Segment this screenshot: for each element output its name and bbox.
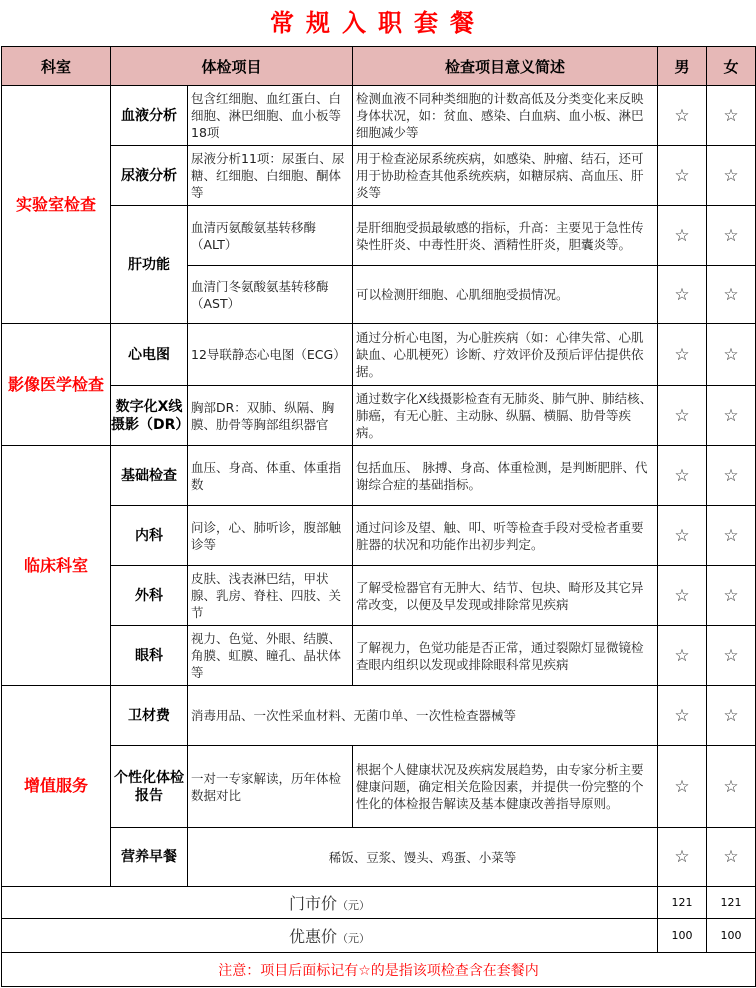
table-row xyxy=(2,386,756,446)
male-star-icon: ☆ xyxy=(658,506,707,566)
female-star-icon: ☆ xyxy=(707,828,756,887)
price-row-retail xyxy=(2,887,756,919)
header-dept: 科室 xyxy=(2,47,111,86)
sub-item-name: 外科 xyxy=(111,566,188,626)
item-detail: 视力、色觉、外眼、结膜、角膜、虹膜、瞳孔、晶状体等 xyxy=(188,626,353,686)
item-detail: 12导联静态心电图（ECG） xyxy=(188,324,353,386)
table-row xyxy=(2,146,756,206)
page-title: 常规入职套餐 xyxy=(270,8,486,37)
note-row xyxy=(2,953,756,987)
female-star-icon: ☆ xyxy=(707,324,756,386)
item-detail: 血清门冬氨酸氨基转移酶（AST） xyxy=(188,266,353,324)
female-star-icon: ☆ xyxy=(707,746,756,828)
sub-item-name: 尿液分析 xyxy=(111,146,188,206)
item-description: 通过问诊及望、触、叩、听等检查手段对受检者重要脏器的状况和功能作出初步判定。 xyxy=(353,506,658,566)
male-star-icon: ☆ xyxy=(658,746,707,828)
female-star-icon: ☆ xyxy=(707,206,756,266)
male-star-icon: ☆ xyxy=(658,626,707,686)
female-star-icon: ☆ xyxy=(707,266,756,324)
table-row xyxy=(2,746,756,828)
male-star-icon: ☆ xyxy=(658,828,707,887)
table-header xyxy=(2,47,756,86)
female-star-icon: ☆ xyxy=(707,506,756,566)
sub-item-name: 肝功能 xyxy=(111,206,188,324)
header-item: 体检项目 xyxy=(111,47,353,86)
item-detail: 胸部DR：双肺、纵隔、胸膜、肋骨等胸部组织器官 xyxy=(188,386,353,446)
sub-item-name: 内科 xyxy=(111,506,188,566)
item-detail: 稀饭、豆浆、馒头、鸡蛋、小菜等 xyxy=(188,828,658,887)
male-star-icon: ☆ xyxy=(658,206,707,266)
table-row xyxy=(2,626,756,686)
category-lab: 实验室检查 xyxy=(2,86,111,324)
table-row xyxy=(2,566,756,626)
item-description: 了解受检器官有无肿大、结节、包块、畸形及其它异常改变，以便及早发现或排除常见疾病 xyxy=(353,566,658,626)
male-star-icon: ☆ xyxy=(658,266,707,324)
header-desc: 检查项目意义简述 xyxy=(353,47,658,86)
item-detail: 消毒用品、一次性采血材料、无菌巾单、一次性检查器械等 xyxy=(188,686,658,746)
female-star-icon: ☆ xyxy=(707,686,756,746)
table-row xyxy=(2,206,756,266)
discount-price-label xyxy=(2,919,658,953)
male-star-icon: ☆ xyxy=(658,386,707,446)
male-star-icon: ☆ xyxy=(658,686,707,746)
item-description: 是肝细胞受损最敏感的指标，升高：主要见于急性传染性肝炎、中毒性肝炎、酒精性肝炎，胆囊炎等。 xyxy=(353,206,658,266)
retail-label-text: 门市价 xyxy=(289,894,338,913)
item-description: 可以检测肝细胞、心肌细胞受损情况。 xyxy=(353,266,658,324)
discount-unit: （元） xyxy=(337,932,371,945)
female-star-icon: ☆ xyxy=(707,386,756,446)
footer-note: 注意：项目后面标记有☆的是指该项检查含在套餐内 xyxy=(2,953,756,987)
male-star-icon: ☆ xyxy=(658,86,707,146)
item-detail: 一对一专家解读，历年体检数据对比 xyxy=(188,746,353,828)
male-star-icon: ☆ xyxy=(658,446,707,506)
table-row xyxy=(2,446,756,506)
discount-price-female: 100 xyxy=(707,919,756,953)
male-star-icon: ☆ xyxy=(658,566,707,626)
female-star-icon: ☆ xyxy=(707,146,756,206)
item-detail: 血清丙氨酸氨基转移酶（ALT） xyxy=(188,206,353,266)
item-description: 包括血压、 脉搏、身高、体重检测，是判断肥胖、代谢综合症的基础指标。 xyxy=(353,446,658,506)
sub-item-name: 卫材费 xyxy=(111,686,188,746)
female-star-icon: ☆ xyxy=(707,446,756,506)
retail-price-male: 121 xyxy=(658,887,707,919)
sub-item-name: 营养早餐 xyxy=(111,828,188,887)
item-description: 根据个人健康状况及疾病发展趋势，由专家分析主要健康问题，确定相关危险因素，并提供一份完整的个性化的体检报告解读及基本健康改善指导原则。 xyxy=(353,746,658,828)
item-detail: 包含红细胞、血红蛋白、白细胞、淋巴细胞、血小板等18项 xyxy=(188,86,353,146)
female-star-icon: ☆ xyxy=(707,566,756,626)
retail-price-female: 121 xyxy=(707,887,756,919)
female-star-icon: ☆ xyxy=(707,626,756,686)
header-male: 男 xyxy=(658,47,707,86)
item-description: 了解视力，色觉功能是否正常，通过裂隙灯显微镜检查眼内组织以发现或排除眼科常见疾病 xyxy=(353,626,658,686)
discount-price-male: 100 xyxy=(658,919,707,953)
sub-item-name: 眼科 xyxy=(111,626,188,686)
package-table xyxy=(1,46,756,987)
retail-price-label xyxy=(2,887,658,919)
price-row-discount xyxy=(2,919,756,953)
discount-label-text: 优惠价 xyxy=(289,927,338,946)
table-row xyxy=(2,828,756,887)
item-description: 通过分析心电图，为心脏疾病（如：心律失常、心肌缺血、心肌梗死）诊断、疗效评价及预后评估提供依据。 xyxy=(353,324,658,386)
male-star-icon: ☆ xyxy=(658,146,707,206)
sub-item-name: 个性化体检报告 xyxy=(111,746,188,828)
item-detail: 皮肤、浅表淋巴结，甲状腺、乳房、脊柱、四肢、关节 xyxy=(188,566,353,626)
category-value-added: 增值服务 xyxy=(2,686,111,887)
sub-item-name: 基础检查 xyxy=(111,446,188,506)
item-detail: 血压、身高、体重、体重指数 xyxy=(188,446,353,506)
sub-item-name: 数字化X线摄影（DR） xyxy=(111,386,188,446)
item-description: 用于检查泌尿系统疾病，如感染、肿瘤、结石，还可用于协助检查其他系统疾病，如糖尿病、高血压、肝炎等 xyxy=(353,146,658,206)
table-row xyxy=(2,86,756,146)
item-detail: 尿液分析11项：尿蛋白、尿糖、红细胞、白细胞、酮体等 xyxy=(188,146,353,206)
sub-item-name: 心电图 xyxy=(111,324,188,386)
retail-unit: （元） xyxy=(337,899,371,912)
male-star-icon: ☆ xyxy=(658,324,707,386)
table-row xyxy=(2,506,756,566)
item-description: 检测血液不同种类细胞的计数高低及分类变化来反映身体状况，如：贫血、感染、白血病、血小板、淋巴细胞减少等 xyxy=(353,86,658,146)
category-imaging: 影像医学检查 xyxy=(2,324,111,446)
header-female: 女 xyxy=(707,47,756,86)
table-row xyxy=(2,686,756,746)
sub-item-name: 血液分析 xyxy=(111,86,188,146)
table-row xyxy=(2,324,756,386)
female-star-icon: ☆ xyxy=(707,86,756,146)
item-description: 通过数字化X线摄影检查有无肺炎、肺气肿、肺结核、肺癌，有无心脏、主动脉、纵膈、横膈、肋骨等疾病。 xyxy=(353,386,658,446)
item-detail: 问诊，心、肺听诊，腹部触诊等 xyxy=(188,506,353,566)
category-clinical: 临床科室 xyxy=(2,446,111,686)
